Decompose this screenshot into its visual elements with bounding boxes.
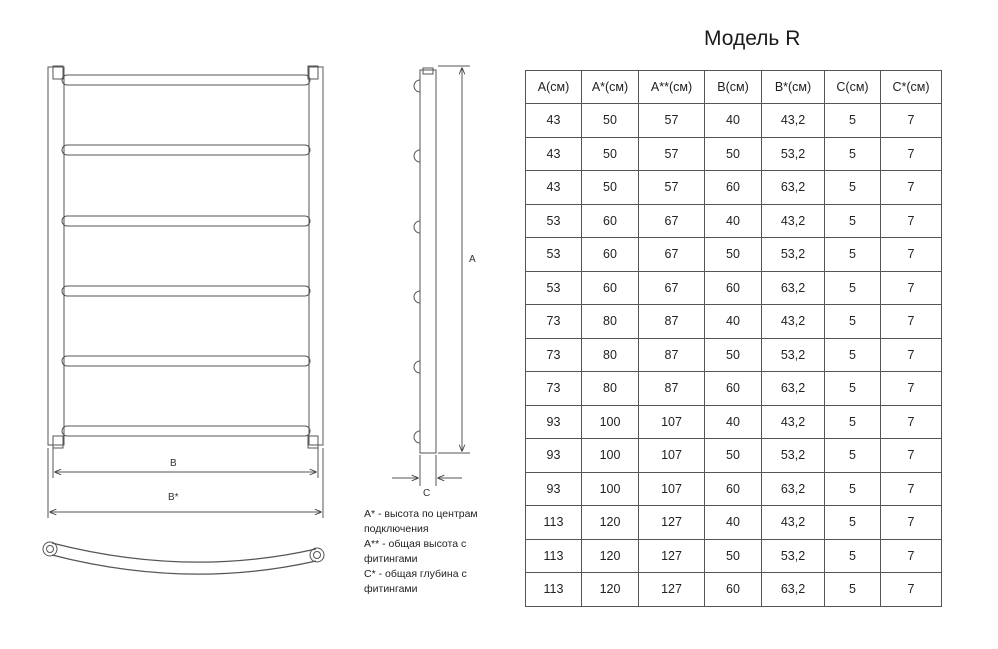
table-cell: 63,2 bbox=[762, 271, 825, 305]
table-cell: 60 bbox=[705, 573, 762, 607]
table-cell: 73 bbox=[526, 372, 582, 406]
table-cell: 7 bbox=[881, 204, 942, 238]
table-cell: 67 bbox=[639, 271, 705, 305]
table-cell: 50 bbox=[582, 137, 639, 171]
table-header-row bbox=[526, 71, 942, 104]
table-cell: 43,2 bbox=[762, 506, 825, 540]
table-cell: 40 bbox=[705, 305, 762, 339]
column-header: А(см) bbox=[526, 71, 582, 104]
table-cell: 100 bbox=[582, 439, 639, 473]
table-cell: 127 bbox=[639, 539, 705, 573]
column-header: В*(см) bbox=[762, 71, 825, 104]
table-cell: 127 bbox=[639, 506, 705, 540]
table-cell: 93 bbox=[526, 405, 582, 439]
table-cell: 100 bbox=[582, 405, 639, 439]
dim-label-b-star: B* bbox=[168, 492, 179, 503]
table-cell: 113 bbox=[526, 539, 582, 573]
table-cell: 5 bbox=[825, 204, 881, 238]
table-cell: 60 bbox=[705, 271, 762, 305]
table-cell: 53,2 bbox=[762, 137, 825, 171]
note-line: А* - высота по центрам bbox=[364, 508, 478, 520]
dim-label-b: B bbox=[170, 458, 177, 469]
table-cell: 5 bbox=[825, 338, 881, 372]
table-cell: 60 bbox=[705, 171, 762, 205]
table-row bbox=[526, 204, 942, 238]
table-row bbox=[526, 573, 942, 607]
table-cell: 63,2 bbox=[762, 372, 825, 406]
column-header: С*(см) bbox=[881, 71, 942, 104]
table-cell: 87 bbox=[639, 305, 705, 339]
table-cell: 5 bbox=[825, 104, 881, 138]
table-row bbox=[526, 506, 942, 540]
table-cell: 40 bbox=[705, 506, 762, 540]
table-cell: 50 bbox=[582, 171, 639, 205]
table-cell: 5 bbox=[825, 506, 881, 540]
table-cell: 7 bbox=[881, 338, 942, 372]
notes bbox=[364, 507, 514, 597]
table-cell: 5 bbox=[825, 405, 881, 439]
table-cell: 5 bbox=[825, 171, 881, 205]
table-cell: 7 bbox=[881, 539, 942, 573]
dim-label-a: A bbox=[469, 254, 476, 265]
note-line: С* - общая глубина с bbox=[364, 568, 467, 580]
table-row bbox=[526, 137, 942, 171]
table-cell: 53,2 bbox=[762, 539, 825, 573]
table-row bbox=[526, 472, 942, 506]
note-line: фитингами bbox=[364, 553, 418, 565]
column-header: А**(см) bbox=[639, 71, 705, 104]
table-row bbox=[526, 305, 942, 339]
table-cell: 43 bbox=[526, 104, 582, 138]
table-cell: 43 bbox=[526, 171, 582, 205]
column-header: С(см) bbox=[825, 71, 881, 104]
table-cell: 5 bbox=[825, 439, 881, 473]
page-title: Модель R bbox=[704, 27, 801, 50]
table-cell: 5 bbox=[825, 472, 881, 506]
table-cell: 73 bbox=[526, 338, 582, 372]
note-line: А** - общая высота с bbox=[364, 538, 467, 550]
table-cell: 5 bbox=[825, 573, 881, 607]
rung bbox=[62, 356, 310, 366]
table-cell: 40 bbox=[705, 204, 762, 238]
table-cell: 5 bbox=[825, 372, 881, 406]
top-view-fitting-right bbox=[310, 548, 324, 562]
table-cell: 87 bbox=[639, 372, 705, 406]
table-cell: 7 bbox=[881, 372, 942, 406]
note-line: подключения bbox=[364, 523, 429, 535]
table-cell: 5 bbox=[825, 305, 881, 339]
table-row bbox=[526, 439, 942, 473]
table-cell: 57 bbox=[639, 104, 705, 138]
table-cell: 53,2 bbox=[762, 439, 825, 473]
rung bbox=[62, 75, 310, 85]
table-row bbox=[526, 171, 942, 205]
table-cell: 7 bbox=[881, 238, 942, 272]
note-line: фитингами bbox=[364, 583, 418, 595]
table-cell: 50 bbox=[582, 104, 639, 138]
table-cell: 5 bbox=[825, 539, 881, 573]
dim-label-c: C bbox=[423, 488, 431, 499]
table-cell: 53 bbox=[526, 204, 582, 238]
table-body bbox=[526, 104, 942, 607]
table-cell: 5 bbox=[825, 271, 881, 305]
table-cell: 43,2 bbox=[762, 405, 825, 439]
table-cell: 7 bbox=[881, 104, 942, 138]
table-cell: 73 bbox=[526, 305, 582, 339]
table-cell: 7 bbox=[881, 439, 942, 473]
table-cell: 93 bbox=[526, 472, 582, 506]
table-cell: 60 bbox=[705, 372, 762, 406]
table-cell: 53 bbox=[526, 271, 582, 305]
table-cell: 43,2 bbox=[762, 305, 825, 339]
side-view bbox=[392, 66, 470, 486]
table-cell: 113 bbox=[526, 573, 582, 607]
table-cell: 50 bbox=[705, 238, 762, 272]
table-cell: 7 bbox=[881, 305, 942, 339]
table-cell: 60 bbox=[705, 472, 762, 506]
table-cell: 7 bbox=[881, 506, 942, 540]
top-view bbox=[43, 542, 324, 574]
table-cell: 43,2 bbox=[762, 104, 825, 138]
table-cell: 60 bbox=[582, 271, 639, 305]
rung bbox=[62, 426, 310, 436]
table-cell: 67 bbox=[639, 204, 705, 238]
table-cell: 107 bbox=[639, 472, 705, 506]
table-cell: 120 bbox=[582, 506, 639, 540]
table-cell: 50 bbox=[705, 539, 762, 573]
table-cell: 57 bbox=[639, 171, 705, 205]
left-post bbox=[48, 67, 64, 445]
table-row bbox=[526, 372, 942, 406]
table-cell: 7 bbox=[881, 137, 942, 171]
table-cell: 120 bbox=[582, 539, 639, 573]
column-header: А*(см) bbox=[582, 71, 639, 104]
table-cell: 80 bbox=[582, 338, 639, 372]
table-cell: 93 bbox=[526, 439, 582, 473]
front-view bbox=[48, 66, 323, 518]
table-cell: 60 bbox=[582, 238, 639, 272]
table-cell: 57 bbox=[639, 137, 705, 171]
table-cell: 80 bbox=[582, 305, 639, 339]
rung bbox=[62, 286, 310, 296]
table-cell: 50 bbox=[705, 137, 762, 171]
column-header: В(см) bbox=[705, 71, 762, 104]
table-cell: 127 bbox=[639, 573, 705, 607]
table-cell: 113 bbox=[526, 506, 582, 540]
table-cell: 7 bbox=[881, 405, 942, 439]
table-cell: 43 bbox=[526, 137, 582, 171]
table-row bbox=[526, 104, 942, 138]
table-cell: 50 bbox=[705, 439, 762, 473]
table-cell: 63,2 bbox=[762, 573, 825, 607]
table-cell: 53 bbox=[526, 238, 582, 272]
table-cell: 40 bbox=[705, 104, 762, 138]
table-cell: 40 bbox=[705, 405, 762, 439]
left-post-cap-top bbox=[53, 66, 63, 79]
table-cell: 43,2 bbox=[762, 204, 825, 238]
table-cell: 5 bbox=[825, 137, 881, 171]
table-cell: 7 bbox=[881, 271, 942, 305]
table-cell: 100 bbox=[582, 472, 639, 506]
table-cell: 107 bbox=[639, 439, 705, 473]
table-cell: 53,2 bbox=[762, 338, 825, 372]
left-post-cap-bottom bbox=[53, 436, 63, 448]
table-cell: 7 bbox=[881, 573, 942, 607]
right-post bbox=[309, 67, 323, 445]
table-row bbox=[526, 338, 942, 372]
table-cell: 7 bbox=[881, 472, 942, 506]
table-cell: 60 bbox=[582, 204, 639, 238]
table-cell: 5 bbox=[825, 238, 881, 272]
top-view-fitting-left bbox=[43, 542, 57, 556]
table-cell: 87 bbox=[639, 338, 705, 372]
rung bbox=[62, 216, 310, 226]
table-cell: 63,2 bbox=[762, 171, 825, 205]
table-cell: 107 bbox=[639, 405, 705, 439]
table-cell: 67 bbox=[639, 238, 705, 272]
table-cell: 53,2 bbox=[762, 238, 825, 272]
table-row bbox=[526, 271, 942, 305]
table-cell: 63,2 bbox=[762, 472, 825, 506]
table-row bbox=[526, 238, 942, 272]
side-post bbox=[420, 70, 436, 453]
table-cell: 7 bbox=[881, 171, 942, 205]
table-cell: 50 bbox=[705, 338, 762, 372]
rung bbox=[62, 145, 310, 155]
table-row bbox=[526, 539, 942, 573]
table-row bbox=[526, 405, 942, 439]
table-cell: 80 bbox=[582, 372, 639, 406]
table-cell: 120 bbox=[582, 573, 639, 607]
dimensions-table bbox=[525, 70, 942, 607]
